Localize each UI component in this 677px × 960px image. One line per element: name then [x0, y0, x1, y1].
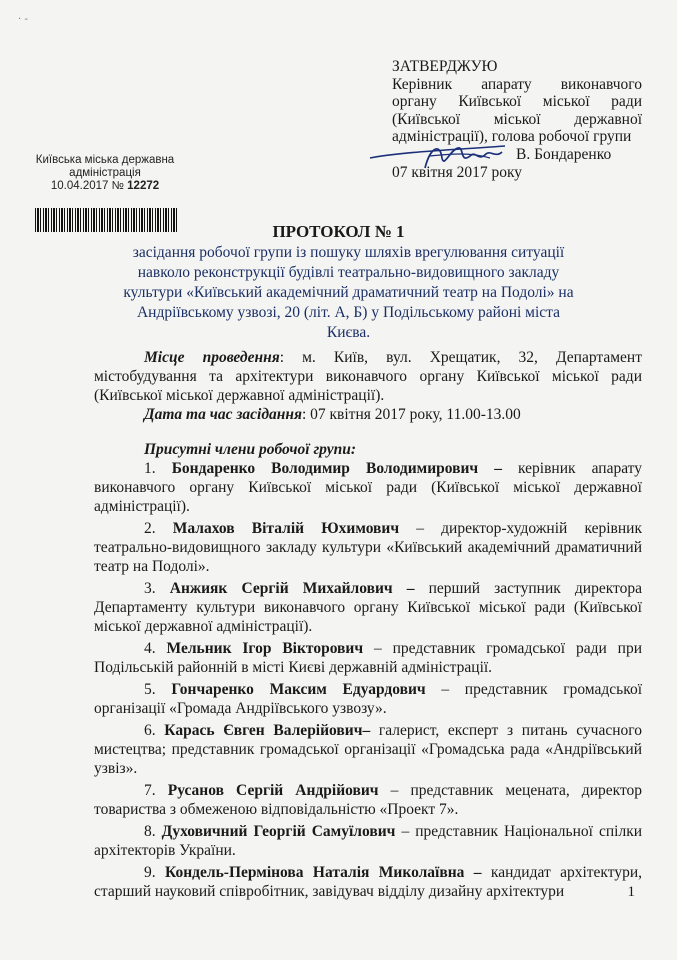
approval-heading: ЗАТВЕРДЖУЮ — [392, 58, 498, 75]
list-item — [94, 459, 642, 516]
approval-line: Керівник апарату виконавчого — [392, 75, 642, 93]
member-name: Мельник Ігор Вікторович — [166, 640, 364, 657]
member-name: Русанов Сергій Андрійович — [167, 782, 379, 799]
member-name: Карась Євген Валерійович– — [164, 722, 371, 739]
list-item — [94, 519, 642, 576]
list-item — [94, 822, 642, 860]
list-item — [94, 579, 642, 636]
registration-stamp — [25, 154, 185, 193]
member-number: 8. — [144, 823, 156, 840]
member-description: галерист, експерт з питань сучасного мистецтва; представник громадської організації «Громадська рада «Андріївський узвіз». — [94, 722, 642, 777]
list-item — [94, 721, 642, 778]
member-name: Бондаренко Володимир Володимирович – — [171, 460, 502, 477]
stamp-line: Київська міська державна — [35, 154, 175, 166]
page-number: 1 — [627, 884, 635, 900]
member-number: 2. — [144, 520, 156, 537]
meeting-date — [94, 405, 642, 424]
place-text: : м. Київ, вул. Хрещатик, 32, Департамент містобудування та архітектури виконавчого органу Київської міської ради (Київської міської державної адміністрації). — [94, 349, 642, 404]
member-description: – представник громадської ради при Подільській районній в місті Києві державній адміністрації. — [94, 640, 642, 676]
member-number: 9. — [144, 864, 156, 881]
corner-mark: · - — [18, 14, 28, 25]
member-name: Малахов Віталій Юхимович — [172, 520, 400, 537]
member-number: 4. — [144, 640, 156, 657]
member-number: 1. — [144, 460, 156, 477]
stamp-line: адміністрація — [69, 167, 141, 179]
member-number: 3. — [144, 580, 156, 597]
stamp-number-label: № — [111, 180, 124, 192]
members-list — [94, 459, 642, 901]
list-item — [94, 639, 642, 677]
member-number: 6. — [144, 722, 156, 739]
approval-date: 07 квітня 2017 року — [392, 163, 523, 181]
list-item — [94, 863, 642, 901]
document-body — [94, 348, 642, 904]
member-description: – представник Національної спілки архітекторів України. — [94, 823, 643, 859]
member-name: Духовичний Георгій Самуїлович — [161, 823, 396, 840]
date-text: : 07 квітня 2017 року, 11.00-13.00 — [301, 406, 521, 423]
date-label: Дата та час засідання — [144, 406, 302, 423]
member-description: – директор-художній керівник театрально-видовищного закладу культури «Київський академічний драматичний театр на Подолі». — [94, 520, 642, 575]
document-subtitle: засідання робочої групи із пошуку шляхів врегулювання ситуації навколо реконструкції будівлі театрально-видовищного закладу культури «Київський академічний драматичний театр на Подолі» на Андріївському узвозі, 20 (літ. А, Б) у Подільському районі міста Києва. — [123, 244, 574, 341]
approval-line: адміністрації), голова робочої групи — [392, 128, 632, 145]
member-name: Анжияк Сергій Михайлович – — [169, 580, 415, 597]
stamp-date: 10.04.2017 — [50, 180, 109, 192]
place-label: Місце проведення — [144, 349, 280, 366]
member-number: 5. — [144, 681, 156, 698]
approval-line: органу Київської міської ради — [392, 93, 642, 110]
member-description: – представник громадської організації «Громада Андріївського узвозу». — [94, 681, 643, 717]
member-description: кандидат архітектури, старший науковий співробітник, завідувач відділу дизайну архітектури — [94, 864, 642, 900]
members-heading: Присутні члени робочої групи: — [144, 441, 356, 458]
approval-line: (Київської міської державної — [392, 110, 642, 128]
member-name: Гончаренко Максим Едуардович — [171, 681, 426, 698]
member-number: 7. — [144, 782, 156, 799]
meeting-place — [94, 348, 642, 405]
member-description: – представник мецената, директор товариства з обмеженою відповідальністю «Проект 7». — [94, 782, 643, 818]
stamp-number: 12272 — [127, 180, 160, 192]
signer-name: В. Бондаренко — [516, 145, 612, 163]
handwritten-signature — [330, 128, 520, 178]
list-item — [94, 781, 642, 819]
document-title: ПРОТОКОЛ № 1 — [272, 222, 405, 241]
list-item — [94, 680, 642, 718]
member-description: перший заступник директора Департаменту культури виконавчого органу Київської міської ради (Київської міської державної адміністрації). — [94, 580, 642, 635]
member-description: керівник апарату виконавчого органу Київської міської ради (Київської міської державної адміністрації). — [94, 460, 642, 515]
member-name: Кондель-Пермінова Наталія Миколаївна – — [165, 864, 482, 881]
